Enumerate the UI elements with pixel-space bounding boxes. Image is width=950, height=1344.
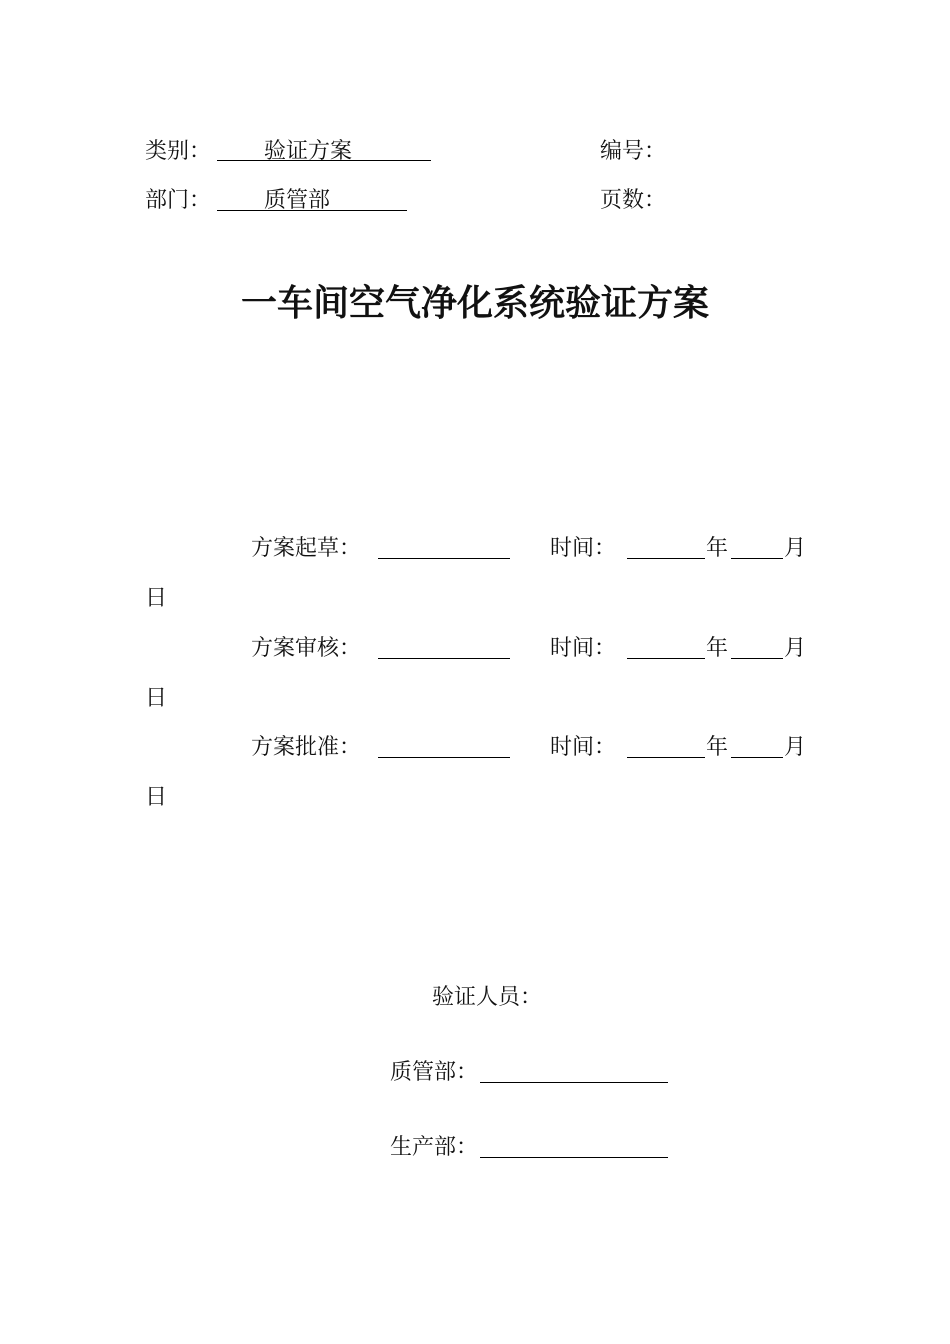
- approve-signature-line: [378, 757, 510, 758]
- draft-time-label: 时间：: [550, 536, 617, 561]
- draft-month-label: 月: [784, 536, 807, 561]
- review-time-label: 时间：: [550, 636, 617, 661]
- review-label: 方案审核：: [251, 636, 362, 661]
- draft-year-line: [627, 558, 705, 559]
- review-signature-line: [378, 658, 510, 659]
- review-month-line: [731, 658, 783, 659]
- draft-label: 方案起草：: [251, 536, 362, 561]
- category-label: 类别：: [145, 139, 212, 164]
- approve-month-line: [731, 757, 783, 758]
- department-value: 质管部: [264, 188, 331, 213]
- qa-label: 质管部：: [390, 1060, 479, 1085]
- approve-year-line: [627, 757, 705, 758]
- category-value: 验证方案: [264, 139, 353, 164]
- review-month-label: 月: [784, 636, 807, 661]
- review-year-label: 年: [706, 636, 729, 661]
- draft-day-label: 日: [145, 586, 168, 611]
- production-signature-line: [480, 1157, 668, 1158]
- review-day-label: 日: [145, 686, 168, 711]
- number-label: 编号：: [600, 139, 667, 164]
- approve-day-label: 日: [145, 785, 168, 810]
- review-year-line: [627, 658, 705, 659]
- pages-label: 页数：: [600, 188, 667, 213]
- approve-month-label: 月: [784, 735, 807, 760]
- department-label: 部门：: [145, 188, 212, 213]
- draft-year-label: 年: [706, 536, 729, 561]
- draft-signature-line: [378, 558, 510, 559]
- draft-month-line: [731, 558, 783, 559]
- qa-signature-line: [480, 1082, 668, 1083]
- approve-time-label: 时间：: [550, 735, 617, 760]
- approve-year-label: 年: [706, 735, 729, 760]
- approve-label: 方案批准：: [251, 735, 362, 760]
- document-title: 一车间空气净化系统验证方案: [240, 282, 709, 324]
- production-label: 生产部：: [390, 1135, 479, 1160]
- validation-heading: 验证人员：: [432, 985, 543, 1010]
